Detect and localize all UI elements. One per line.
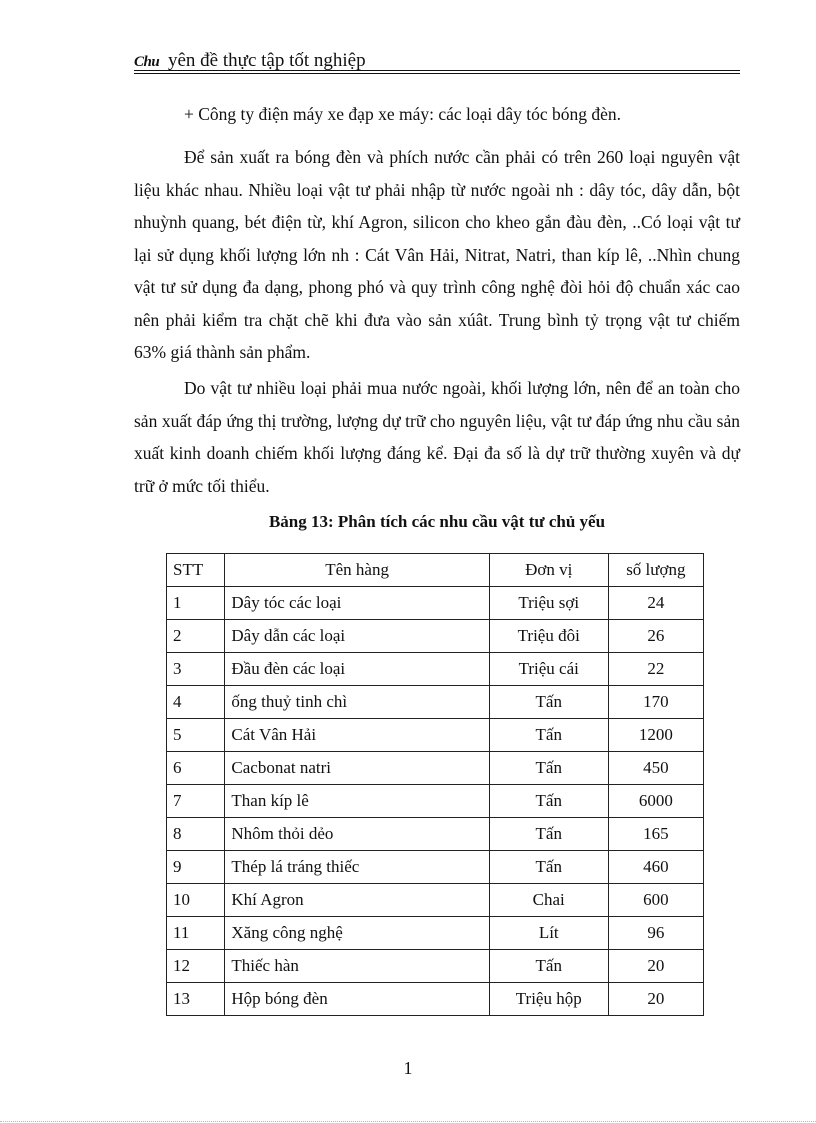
row-name: ống thuỷ tinh chì [225,686,489,719]
row-name: Hộp bóng đèn [225,983,489,1016]
row-stt: 13 [167,983,225,1016]
row-unit: Tấn [489,851,608,884]
table-row [167,785,704,818]
table-header-row [167,554,704,587]
page-number: 1 [403,1058,413,1078]
row-name: Xăng công nghệ [225,917,489,950]
row-unit: Triệu cái [489,653,608,686]
row-name: Dây tóc các loại [225,587,489,620]
row-stt: 8 [167,818,225,851]
header-unit: Đơn vị [489,554,608,587]
row-unit: Tấn [489,818,608,851]
row-unit: Lít [489,917,608,950]
table-row [167,884,704,917]
table-row [167,719,704,752]
row-stt: 5 [167,719,225,752]
header-name: Tên hàng [225,554,489,587]
row-stt: 6 [167,752,225,785]
row-unit: Tấn [489,752,608,785]
row-name: Nhôm thỏi dẻo [225,818,489,851]
row-quantity: 1200 [608,719,703,752]
row-stt: 11 [167,917,225,950]
row-quantity: 24 [608,587,703,620]
row-quantity: 20 [608,950,703,983]
row-quantity: 450 [608,752,703,785]
materials-table [166,553,704,1016]
paragraph-text: + Công ty điện máy xe đạp xe máy: các loại dây tóc bóng đèn. [184,104,622,124]
row-quantity: 26 [608,620,703,653]
row-unit: Tấn [489,950,608,983]
row-stt: 2 [167,620,225,653]
row-unit: Triệu đôi [489,620,608,653]
paragraph-text: Do vật tư nhiều loại phải mua nước ngoài, khối lượng lớn, nên để an toàn cho sản xuất đáp ứng thị trường, lượng dự trữ cho nguyên liệu, vật tư đáp ứng nhu cầu sản xuất kinh doanh chiếm khối lượng đáng kể. Đại đa số là dự trữ thường xuyên và dự trữ ở mức tối thiểu. [134,378,740,496]
header-logo: Chu [134,54,160,70]
row-quantity: 96 [608,917,703,950]
row-name: Than kíp lê [225,785,489,818]
row-quantity: 20 [608,983,703,1016]
page-header [134,48,740,74]
row-unit: Triệu hộp [489,983,608,1016]
row-quantity: 22 [608,653,703,686]
header-rule-bottom [134,73,740,74]
paragraph-text: Để sản xuất ra bóng đèn và phích nước cần phải có trên 260 loại nguyên vật liệu khác nhau. Nhiều loại vật tư phải nhập từ nước ngoài nh : dây tóc, dây dẫn, bột nhuỳnh quang, bét điện từ, khí Agron, silicon cho kheo gắn đàu đèn, ..Có loại vật tư lại sử dụng khối lượng lớn nh : Cát Vân Hải, Nitrat, Natri, than kíp lê, ..Nhìn chung vật tư sử dụng đa dạng, phong phó và quy trình công nghệ đòi hỏi độ chuẩn xác cao nên phải kiểm tra chặt chẽ khi đưa vào sản xúât. Trung bình tỷ trọng vật tư chiếm 63% giá thành sản phẩm. [134,147,740,362]
row-unit: Tấn [489,785,608,818]
header-rule-top [134,70,740,71]
table-row [167,587,704,620]
page-bottom-rule [0,1121,816,1122]
table-row [167,983,704,1016]
row-quantity: 170 [608,686,703,719]
row-name: Dây dẫn các loại [225,620,489,653]
row-unit: Chai [489,884,608,917]
table-row [167,917,704,950]
row-unit: Tấn [489,719,608,752]
row-stt: 4 [167,686,225,719]
paragraph-company-note [134,98,740,131]
table-row [167,620,704,653]
row-name: Đầu đèn các loại [225,653,489,686]
row-name: Thiếc hàn [225,950,489,983]
row-stt: 7 [167,785,225,818]
row-name: Thép lá tráng thiếc [225,851,489,884]
row-name: Cacbonat natri [225,752,489,785]
row-stt: 3 [167,653,225,686]
row-stt: 1 [167,587,225,620]
table-row [167,851,704,884]
row-quantity: 460 [608,851,703,884]
table-row [167,752,704,785]
row-quantity: 600 [608,884,703,917]
row-quantity: 6000 [608,785,703,818]
row-stt: 10 [167,884,225,917]
header-title: yên đề thực tập tốt nghiệp [168,50,366,71]
header-stt: STT [167,554,225,587]
row-stt: 9 [167,851,225,884]
row-unit: Tấn [489,686,608,719]
row-name: Khí Agron [225,884,489,917]
table-row [167,818,704,851]
table-row [167,686,704,719]
table-caption: Bảng 13: Phân tích các nhu cầu vật tư chủ yếu [268,512,606,531]
table-row [167,653,704,686]
paragraph-reserves [134,372,740,502]
row-name: Cát Vân Hải [225,719,489,752]
paragraph-materials [134,141,740,369]
row-stt: 12 [167,950,225,983]
row-quantity: 165 [608,818,703,851]
header-quantity: số lượng [608,554,703,587]
table-row [167,950,704,983]
row-unit: Triệu sợi [489,587,608,620]
